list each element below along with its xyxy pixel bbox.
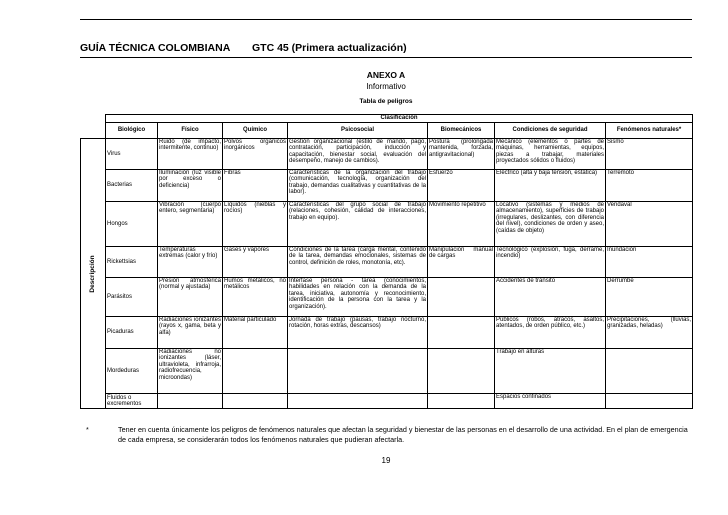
- cell-biomecanicos: Manipulación manual de cargas: [428, 247, 495, 278]
- cell-fisico: [158, 394, 223, 409]
- cell-biologico: Mordeduras: [106, 349, 158, 394]
- cell-fenomenos-naturales: Derrumbe: [606, 278, 693, 317]
- cell-biologico: Bacterias: [106, 170, 158, 202]
- col-header-quimico: Químico: [223, 123, 288, 139]
- col-header-fisico: Físico: [158, 123, 223, 139]
- col-header-fenomenos-naturales: Fenómenos naturales*: [606, 123, 693, 139]
- header-right: GTC 45 (Primera actualización): [252, 42, 407, 54]
- cell-condiciones-seguridad: Trabajo en alturas: [495, 349, 606, 394]
- cell-fenomenos-naturales: [606, 349, 693, 394]
- table-row: [81, 170, 693, 202]
- cell-fisico: Iluminación (luz visible por exceso o deficiencia): [158, 170, 223, 202]
- cell-quimico: Fibras: [223, 170, 288, 202]
- table-row: [81, 139, 693, 170]
- cell-psicosocial: Características de la organización del trabajo (comunicación, tecnología, organización del trabajo, demandas cualitativas y cuantitativas de la labor).: [288, 170, 428, 202]
- description-label: Descripción: [88, 254, 96, 293]
- annex-title: ANEXO A: [366, 70, 406, 80]
- top-rule: [80, 19, 692, 20]
- cell-fenomenos-naturales: Inundación: [606, 247, 693, 278]
- cell-quimico: [223, 349, 288, 394]
- cell-fenomenos-naturales: [606, 394, 693, 409]
- cell-fenomenos-naturales: Terremoto: [606, 170, 693, 202]
- table-corner: [81, 115, 106, 123]
- cell-biomecanicos: [428, 349, 495, 394]
- cell-biomecanicos: [428, 317, 495, 349]
- table-corner-2: [81, 123, 106, 139]
- cell-fisico: Radiaciones no ionizantes (láser, ultravioleta, infrarroja, radiofrecuencia, microondas): [158, 349, 223, 394]
- footnote: [86, 425, 690, 444]
- classification-header: Clasificación: [106, 115, 693, 123]
- cell-psicosocial: [288, 349, 428, 394]
- footnote-mark: *: [86, 425, 89, 434]
- table-row: [81, 278, 693, 317]
- cell-condiciones-seguridad: Tecnológico (explosión, fuga, derrame, incendio): [495, 247, 606, 278]
- cell-condiciones-seguridad: Locativo (sistemas y medios de almacenamiento), superficies de trabajo (irregulares, deslizantes, con diferencia del nivel), condiciones de orden y aseo, (caídas de objeto): [495, 202, 606, 247]
- cell-quimico: Líquidos (nieblas y rocíos): [223, 202, 288, 247]
- cell-quimico: Polvos orgánicos inorgánicos: [223, 139, 288, 170]
- cell-biomecanicos: Movimiento repetitivo: [428, 202, 495, 247]
- cell-psicosocial: Gestión organizacional (estilo de mando, pago, contratación, participación, inducción y capacitación, bienestar social, evaluación del desempeño, manejo de cambios).: [288, 139, 428, 170]
- cell-fisico: Radiaciones ionizantes (rayos x, gama, beta y alfa): [158, 317, 223, 349]
- col-header-psicosocial: Psicosocial: [288, 123, 428, 139]
- table-row: [81, 317, 693, 349]
- cell-psicosocial: Interfase persona - tarea (conocimientos, habilidades en relación con la demanda de la tarea, iniciativa, autonomía y reconocimiento, identificación de la persona con la tarea y la organización).: [288, 278, 428, 317]
- hazard-table: [80, 114, 693, 409]
- cell-fisico: Vibración (cuerpo entero, segmentaria): [158, 202, 223, 247]
- description-label-cell: [81, 139, 106, 409]
- cell-biologico: Parásitos: [106, 278, 158, 317]
- cell-fenomenos-naturales: Sismo: [606, 139, 693, 170]
- cell-psicosocial: Jornada de trabajo (pausas, trabajo nocturno, rotación, horas extras, descansos): [288, 317, 428, 349]
- table-row: [81, 394, 693, 409]
- cell-fenomenos-naturales: Vendaval: [606, 202, 693, 247]
- cell-psicosocial: Características del grupo social de trabajo (relaciones, cohesión, calidad de interacciones, trabajo en equipo).: [288, 202, 428, 247]
- cell-psicosocial: Condiciones de la tarea (carga mental, contenido de la tarea, demandas emocionales, sistemas de control, definición de roles, monotonía, etc).: [288, 247, 428, 278]
- cell-fenomenos-naturales: Precipitaciones, (lluvias, granizadas, heladas): [606, 317, 693, 349]
- footnote-text: Tener en cuenta únicamente los peligros de fenómenos naturales que afectan la seguridad y bienestar de las personas en el desarrollo de una actividad. En el plan de emergencia de cada empresa, se considerarán todos los fenómenos naturales que pudieran afectarla.: [118, 425, 688, 444]
- cell-fisico: Ruido (de impacto, intermitente, continuo): [158, 139, 223, 170]
- cell-condiciones-seguridad: Eléctrico (alta y baja tensión, estática): [495, 170, 606, 202]
- col-header-biomecanicos: Biomecánicos: [428, 123, 495, 139]
- cell-condiciones-seguridad: Espacios confinados: [495, 394, 606, 409]
- cell-biologico: Fluidos o excrementos: [106, 394, 158, 409]
- cell-biologico: Picaduras: [106, 317, 158, 349]
- page-number: 19: [381, 456, 391, 465]
- cell-psicosocial: [288, 394, 428, 409]
- cell-quimico: [223, 394, 288, 409]
- header-left: GUÍA TÉCNICA COLOMBIANA: [80, 42, 231, 54]
- table-row: [81, 202, 693, 247]
- cell-fisico: Presión atmosférica (normal y ajustada): [158, 278, 223, 317]
- cell-biomecanicos: [428, 278, 495, 317]
- cell-biologico: Hongos: [106, 202, 158, 247]
- col-header-biologico: Biológico: [106, 123, 158, 139]
- cell-biomecanicos: Esfuerzo: [428, 170, 495, 202]
- cell-biomecanicos: [428, 394, 495, 409]
- table-title: Tabla de peligros: [359, 98, 413, 105]
- table-row: [81, 349, 693, 394]
- col-header-condiciones-seguridad: Condiciones de seguridad: [495, 123, 606, 139]
- cell-biologico: Virus: [106, 139, 158, 170]
- cell-fisico: Temperaturas extremas (calor y frío): [158, 247, 223, 278]
- table-row: [81, 247, 693, 278]
- cell-condiciones-seguridad: Mecánico (elementos o partes de máquinas, herramientas, equipos, piezas a trabajar, materiales proyectados sólidos o fluidos): [495, 139, 606, 170]
- cell-biomecanicos: Postura (prolongada mantenida, forzada, antigravitacional): [428, 139, 495, 170]
- cell-condiciones-seguridad: Accidentes de tránsito: [495, 278, 606, 317]
- annex-subtitle: Informativo: [366, 82, 406, 91]
- header-rule: [80, 57, 692, 58]
- cell-quimico: Gases y vapores: [223, 247, 288, 278]
- cell-condiciones-seguridad: Públicos (robos, atracos, asaltos, atentados, de orden público, etc.): [495, 317, 606, 349]
- cell-biologico: Rickettsias: [106, 247, 158, 278]
- cell-quimico: Material particulado: [223, 317, 288, 349]
- cell-quimico: Humos metálicos, no metálicos: [223, 278, 288, 317]
